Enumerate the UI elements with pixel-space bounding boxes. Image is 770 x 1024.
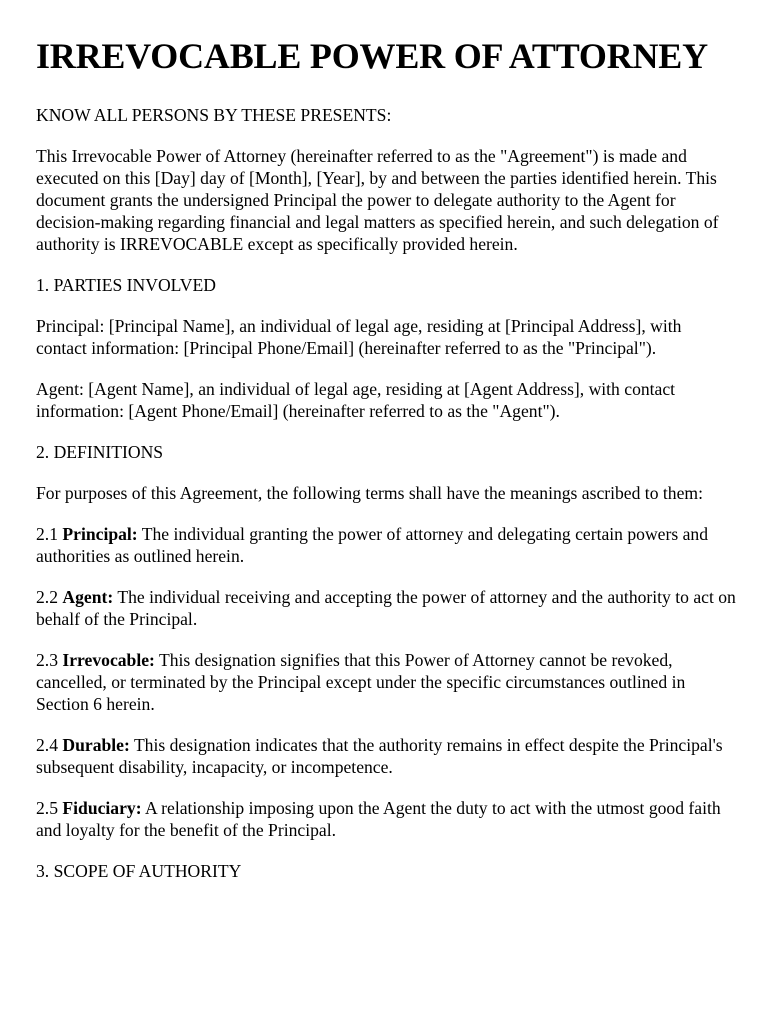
definition-term: Irrevocable: bbox=[62, 650, 155, 670]
definition-text: The individual receiving and accepting the power of attorney and the authority to act on behalf of the Principal. bbox=[36, 587, 736, 629]
definition-item bbox=[36, 734, 736, 778]
definitions-lead: For purposes of this Agreement, the following terms shall have the meanings ascribed to them: bbox=[36, 483, 703, 503]
section-1-heading: 1. PARTIES INVOLVED bbox=[36, 275, 216, 295]
definition-text: A relationship imposing upon the Agent the duty to act with the utmost good faith and loyalty for the benefit of the Principal. bbox=[36, 798, 721, 840]
definition-number: 2.1 bbox=[36, 524, 58, 544]
definition-item bbox=[36, 586, 736, 630]
definition-term: Principal: bbox=[62, 524, 138, 544]
definition-term: Agent: bbox=[62, 587, 114, 607]
preamble-paragraph: This Irrevocable Power of Attorney (hereinafter referred to as the "Agreement") is made and executed on this [Day] day of [Month], [Year], by and between the parties identified herein. This document grants the undersigned Principal the power to delegate authority to the Agent for decision-making regarding financial and legal matters as specified herein, and such delegation of authority is IRREVOCABLE except as specifically provided herein. bbox=[36, 146, 719, 254]
definition-number: 2.2 bbox=[36, 587, 58, 607]
intro-line: KNOW ALL PERSONS BY THESE PRESENTS: bbox=[36, 105, 392, 125]
document-page bbox=[36, 34, 736, 901]
definition-item bbox=[36, 797, 736, 841]
section-2-heading: 2. DEFINITIONS bbox=[36, 442, 164, 462]
definition-term: Durable: bbox=[62, 735, 130, 755]
definition-term: Fiduciary: bbox=[62, 798, 142, 818]
section-3-heading: 3. SCOPE OF AUTHORITY bbox=[36, 861, 242, 881]
principal-paragraph: Principal: [Principal Name], an individual of legal age, residing at [Principal Address], with contact information: [Principal Phone/Email] (hereinafter referred to as the "Principal"). bbox=[36, 316, 682, 358]
definition-text: This designation signifies that this Power of Attorney cannot be revoked, cancelled, or terminated by the Principal except under the specific circumstances outlined in Section 6 herein. bbox=[36, 650, 686, 714]
agent-paragraph: Agent: [Agent Name], an individual of legal age, residing at [Agent Address], with contact information: [Agent Phone/Email] (hereinafter referred to as the "Agent"). bbox=[36, 379, 676, 421]
definition-number: 2.5 bbox=[36, 798, 58, 818]
document-title: IRREVOCABLE POWER OF ATTORNEY bbox=[36, 36, 708, 76]
definition-text: The individual granting the power of attorney and delegating certain powers and authorities as outlined herein. bbox=[36, 524, 708, 566]
definition-item bbox=[36, 523, 736, 567]
definition-number: 2.4 bbox=[36, 735, 58, 755]
definition-number: 2.3 bbox=[36, 650, 58, 670]
definition-text: This designation indicates that the authority remains in effect despite the Principal's subsequent disability, incapacity, or incompetence. bbox=[36, 735, 723, 777]
definition-item bbox=[36, 649, 736, 715]
